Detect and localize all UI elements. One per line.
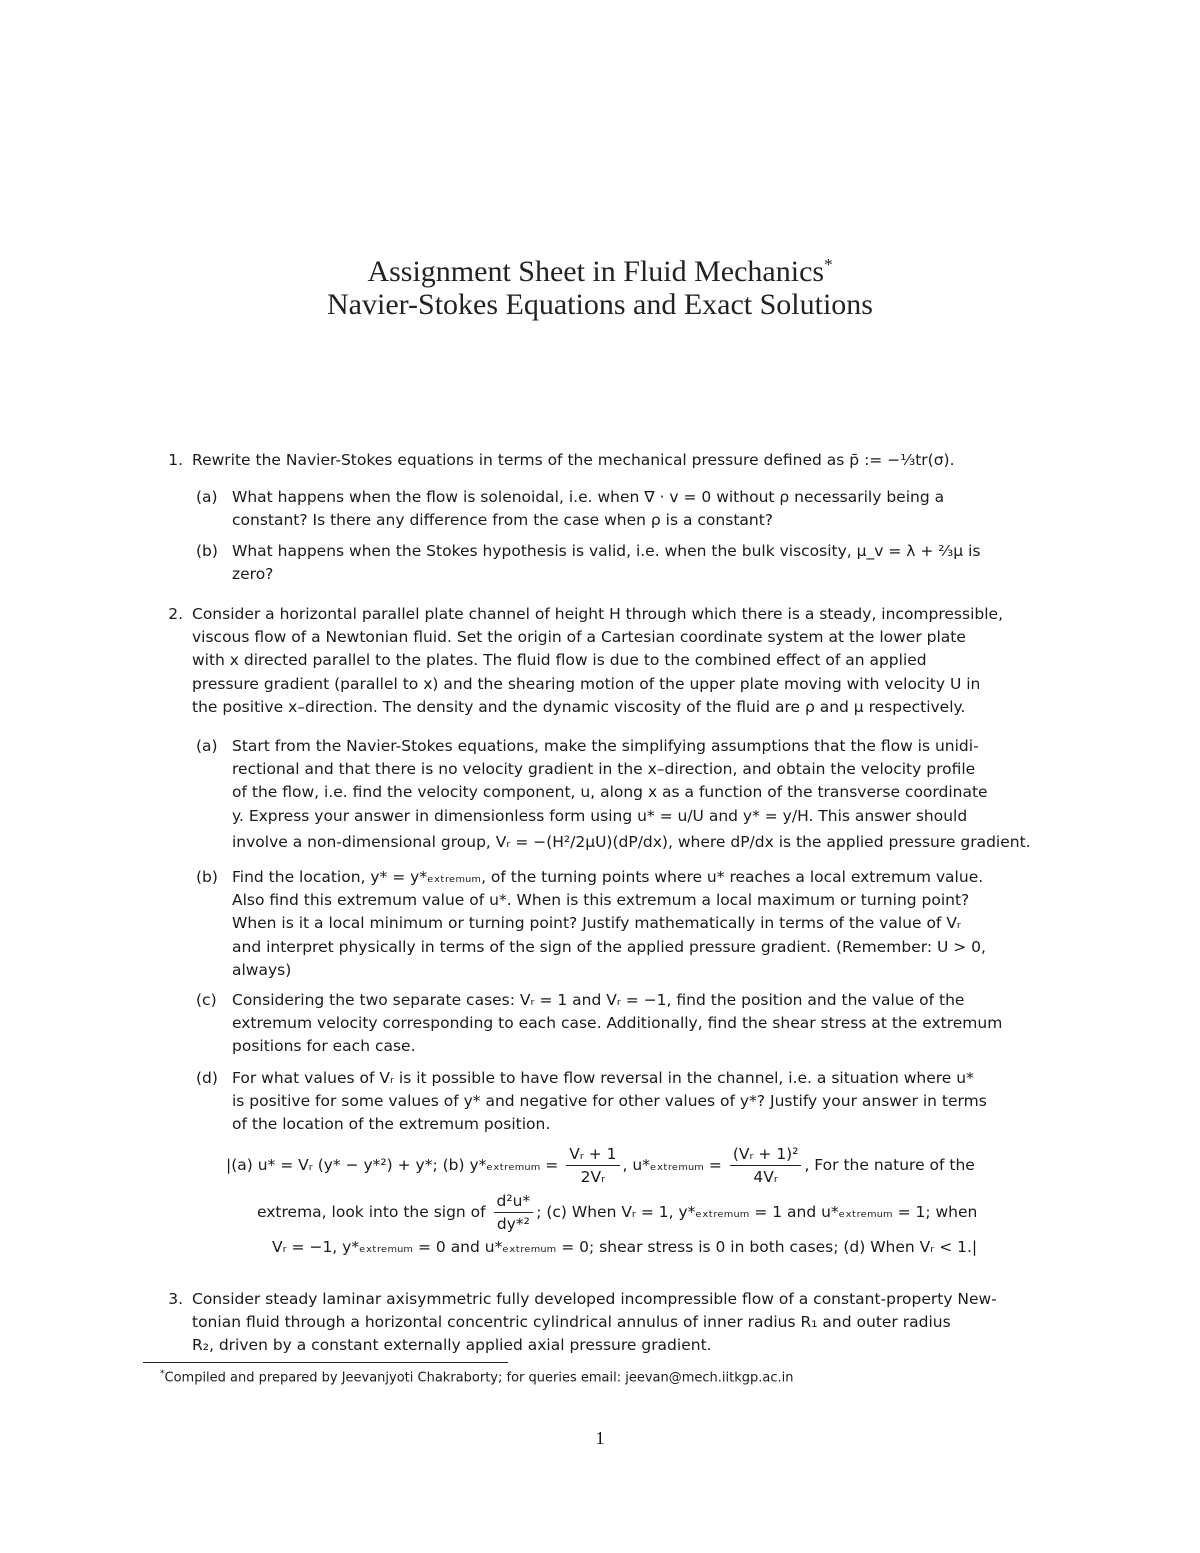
answer-line-1 xyxy=(226,1143,975,1188)
text-line: always) xyxy=(232,960,292,979)
answer-fraction-y-extremum xyxy=(566,1143,619,1188)
problem-2b-text xyxy=(232,866,1060,982)
problem-2b-label: (b) xyxy=(196,868,218,886)
text-line: Consider steady laminar axisymmetric fully developed incompressible flow of a constant-property New- xyxy=(192,1290,997,1308)
answer-a-text: |(a) u* = Vᵣ (y* − y*²) + y*; (b) y*ₑₓₜᵣₑₘᵤₘ = xyxy=(226,1156,559,1174)
text-line: Consider a horizontal parallel plate channel of height H through which there is a steady, incompressible, xyxy=(192,605,1004,623)
answer-fraction-second-derivative xyxy=(494,1190,534,1235)
answer-fraction-u-extremum xyxy=(730,1143,802,1188)
text-line: For what values of Vᵣ is it possible to have flow reversal in the channel, i.e. a situation where u* xyxy=(232,1069,974,1087)
text-line: zero? xyxy=(232,565,274,584)
answer-line-2-pre: extrema, look into the sign of xyxy=(257,1203,486,1221)
answer-line-2 xyxy=(257,1190,977,1235)
problem-2a-label: (a) xyxy=(196,737,218,755)
text-line: Considering the two separate cases: Vᵣ = 1 and Vᵣ = −1, find the position and the value of the xyxy=(232,991,965,1009)
problem-3-text xyxy=(192,1288,1060,1358)
problem-1a-label: (a) xyxy=(196,488,218,506)
text-line: y. Express your answer in dimensionless form using u* = u/U and y* = y/H. This answer should xyxy=(232,806,968,825)
problem-3-number: 3. xyxy=(168,1290,183,1308)
text-line: viscous flow of a Newtonian fluid. Set the origin of a Cartesian coordinate system at the lower plate xyxy=(192,628,966,647)
footnote-text: Compiled and prepared by Jeevanjyoti Chakraborty; for queries email: jeevan@mech.iitkgp.ac.in xyxy=(164,1370,794,1386)
problem-2-text xyxy=(192,603,1060,719)
fraction-numerator: Vᵣ + 1 xyxy=(566,1143,619,1166)
text-line: pressure gradient (parallel to x) and the shearing motion of the upper plate moving with velocity U in xyxy=(192,674,981,693)
text-line: tonian fluid through a horizontal concentric cylindrical annulus of inner radius R₁ and outer radius xyxy=(192,1313,951,1332)
problem-1a-text xyxy=(232,486,1060,532)
problem-1-text xyxy=(192,449,1060,472)
problem-1b-label: (b) xyxy=(196,542,218,560)
text-line: When is it a local minimum or turning point? Justify mathematically in terms of the value of Vᵣ xyxy=(232,914,961,933)
title-line-2: Navier-Stokes Equations and Exact Solutions xyxy=(327,288,873,321)
footnote-mark: * xyxy=(160,1369,165,1379)
text-line: of the flow, i.e. find the velocity component, u, along x as a function of the transverse coordinate xyxy=(232,783,988,802)
text-line: R₂, driven by a constant externally applied axial pressure gradient. xyxy=(192,1336,712,1355)
text-line: rectional and that there is no velocity gradient in the x–direction, and obtain the velocity profile xyxy=(232,760,976,779)
text-line: extremum velocity corresponding to each case. Additionally, find the shear stress at the extremum xyxy=(232,1014,1003,1033)
problem-1-number: 1. xyxy=(168,451,183,469)
fraction-denominator: 2Vᵣ xyxy=(580,1168,606,1186)
text-line: What happens when the flow is solenoidal, i.e. when ∇ · v = 0 without ρ necessarily being a xyxy=(232,488,945,506)
problem-2d-label: (d) xyxy=(196,1069,218,1087)
text-line: and interpret physically in terms of the sign of the applied pressure gradient. (Remember: U > 0, xyxy=(232,937,986,956)
answer-line-3: Vᵣ = −1, y*ₑₓₜᵣₑₘᵤₘ = 0 and u*ₑₓₜᵣₑₘᵤₘ = 0; shear stress is 0 in both cases; (d) When Vᵣ < 1.| xyxy=(272,1238,978,1256)
fraction-numerator: d²u* xyxy=(494,1190,534,1213)
answer-u-text: , u*ₑₓₜᵣₑₘᵤₘ = xyxy=(622,1156,722,1174)
page-number: 1 xyxy=(595,1428,605,1448)
text-line: Also find this extremum value of u*. When is this extremum a local maximum or turning point? xyxy=(232,891,970,910)
answer-line-2-post: ; (c) When Vᵣ = 1, y*ₑₓₜᵣₑₘᵤₘ = 1 and u*ₑₓₜᵣₑₘᵤₘ = 1; when xyxy=(536,1203,978,1221)
text-line: Rewrite the Navier-Stokes equations in terms of the mechanical pressure defined as p̄ := −⅓tr(σ). xyxy=(192,451,955,469)
text-line: of the location of the extremum position. xyxy=(232,1115,551,1134)
problem-2a-text xyxy=(232,735,1060,854)
fraction-denominator: dy*² xyxy=(496,1215,530,1233)
problem-2c-label: (c) xyxy=(196,991,217,1009)
fraction-denominator: 4Vᵣ xyxy=(753,1168,778,1186)
title-text: Assignment Sheet in Fluid Mechanics xyxy=(367,255,825,288)
answer-nature-text: , For the nature of the xyxy=(804,1156,975,1174)
text-line: Start from the Navier-Stokes equations, make the simplifying assumptions that the flow is unidi- xyxy=(232,737,979,755)
problem-2d-text xyxy=(232,1067,1060,1137)
title-footnote-mark: * xyxy=(824,255,833,274)
footnote-divider xyxy=(143,1362,508,1363)
fraction-numerator: (Vᵣ + 1)² xyxy=(730,1143,802,1166)
problem-2-number: 2. xyxy=(168,605,183,623)
text-line: constant? Is there any difference from the case when ρ is a constant? xyxy=(232,511,774,530)
text-line: positions for each case. xyxy=(232,1037,416,1056)
text-line: involve a non-dimensional group, Vᵣ = −(H²/2μU)(dP/dx), where dP/dx is the applied pressure gradient. xyxy=(232,832,1031,851)
text-line: with x directed parallel to the plates. The fluid flow is due to the combined effect of an applied xyxy=(192,651,927,670)
text-line: the positive x–direction. The density and the dynamic viscosity of the fluid are ρ and μ respectively. xyxy=(192,697,966,716)
problem-2c-text xyxy=(232,989,1060,1059)
footnote xyxy=(160,1369,793,1385)
text-line: What happens when the Stokes hypothesis is valid, i.e. when the bulk viscosity, μ_v = λ + ⅔μ is xyxy=(232,542,981,560)
text-line: Find the location, y* = y*ₑₓₜᵣₑₘᵤₘ, of the turning points where u* reaches a local extremum value. xyxy=(232,868,984,886)
problem-1b-text xyxy=(232,540,1060,586)
text-line: is positive for some values of y* and negative for other values of y*? Justify your answer in terms xyxy=(232,1092,987,1111)
